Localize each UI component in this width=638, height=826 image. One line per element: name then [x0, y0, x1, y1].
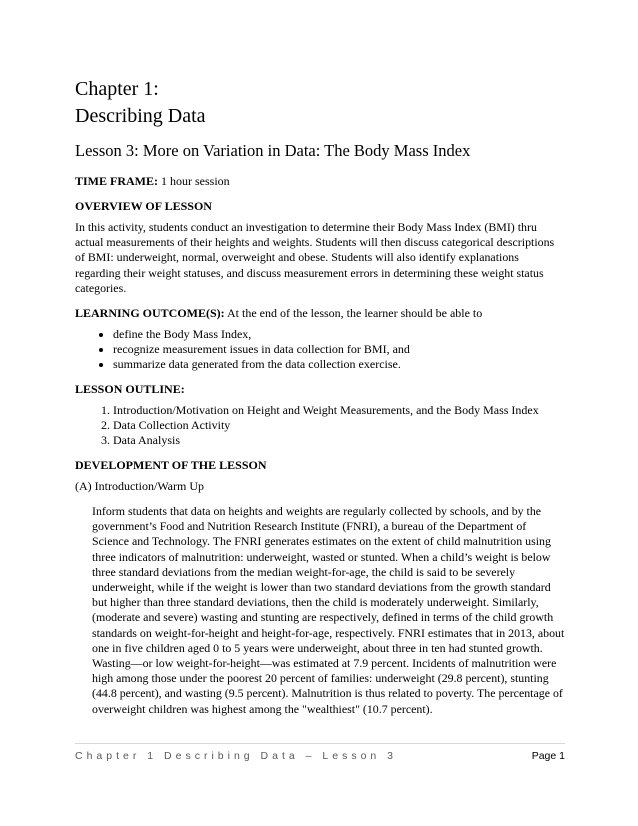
lesson-outline-heading: LESSON OUTLINE:	[75, 382, 185, 397]
overview-heading: OVERVIEW OF LESSON	[75, 199, 212, 213]
list-item: 3. Data Analysis	[113, 433, 565, 448]
page-footer	[75, 743, 565, 763]
time-frame-value: 1 hour session	[158, 174, 230, 188]
overview-body: In this activity, students conduct an investigation to determine their Body Mass Index (BMI) thru actual measurements of their heights and weights. Students will then discuss categorical descriptions of BMI: underweight, normal, overweight and obese. Students will also identify explanations regarding their weight statuses, and discuss measurement errors in determining these weight status categories.	[75, 220, 555, 295]
time-frame-label: TIME FRAME:	[75, 174, 158, 188]
learning-outcomes-intro: At the end of the lesson, the learner should be able to	[224, 306, 483, 321]
development-heading: DEVELOPMENT OF THE LESSON	[75, 458, 267, 473]
learning-outcomes-label: LEARNING OUTCOME(S):	[75, 306, 225, 321]
lesson-title: Lesson 3: More on Variation in Data: The Body Mass Index	[75, 141, 471, 160]
lesson-outline-list	[75, 403, 565, 448]
list-item: • summarize data generated from the data collection exercise.	[113, 357, 565, 372]
footer-chapter-label: Chapter 1 Describing Data – Lesson 3	[75, 750, 398, 762]
page-number: Page 1	[531, 750, 565, 762]
list-item: 2. Data Collection Activity	[113, 418, 565, 433]
time-frame	[75, 174, 565, 189]
list-item: 1. Introduction/Motivation on Height and Weight Measurements, and the Body Mass Index	[113, 403, 565, 418]
chapter-title: Describing Data	[75, 105, 206, 127]
page-content	[75, 76, 565, 717]
development-body: Inform students that data on heights and weights are regularly collected by schools, and by the government’s Food and Nutrition Research Institute (FNRI), a bureau of the Department of Science and Technology. The FNRI generates estimates on the extent of child malnutrition using three indicators of malnutrition: underweight, wasted or stunted. When a child’s weight is below three standard deviations from the median weight-for-age, the child is said to be severely underweight, while if the weight is lower than two standard deviations from the growth standard but higher than three standard deviations, then the child is moderately underweight. Similarly, (moderate and severe) wasting and stunting are respectively, defined in terms of the child growth standards on weight-for-height and height-for-age, respectively. FNRI estimates that in 2013, about one in five children aged 0 to 5 years were underweight, about three in ten had stunted growth. Wasting—or low weight-for-height—was estimated at 7.9 percent. Incidents of malnutrition were high among those under the poorest 20 percent of families: underweight (29.8 percent), stunting (44.8 percent), and wasting (9.5 percent). Malnutrition is thus related to poverty. The percentage of overweight children was highest among the "wealthiest" (10.7 percent).	[92, 504, 565, 716]
development-subheading: (A) Introduction/Warm Up	[75, 479, 204, 494]
list-item: • define the Body Mass Index,	[113, 327, 565, 342]
learning-outcomes-list	[75, 327, 565, 372]
list-item: • recognize measurement issues in data collection for BMI, and	[113, 342, 565, 357]
chapter-number: Chapter 1:	[75, 78, 159, 100]
learning-outcomes-heading	[75, 306, 565, 321]
